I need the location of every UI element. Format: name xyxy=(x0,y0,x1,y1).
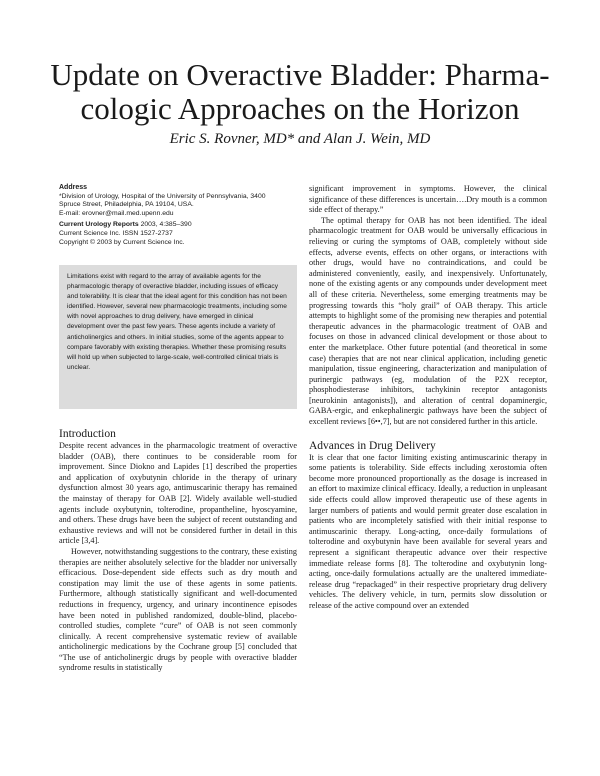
introduction-section xyxy=(59,428,297,674)
authors: Eric S. Rovner, MD* and Alan J. Wein, MD xyxy=(169,131,431,147)
article-title: Update on Overactive Bladder: Pharma-cologic Approaches on the Horizon xyxy=(50,57,550,126)
right-paragraph-3: It is clear that one factor limiting existing antimuscarinic therapy in some patients is tolerability. Side effects including xerostomia often become more pronounced proportionally as the dosage is increased in an effort to maximize clinical efficacy. Ideally, a reduction in unpleasant side effects could allow improved therapeutic use of these agents in larger numbers of patients and would permit greater dose escalation in patients who are incompletely satisfied with their initial response to antimuscarinic therapy. Long-acting, once-daily formulations of tolterodine and oxybutynin have been available for several years and represent a significant therapeutic advance over their respective immediate release forms [8]. The tolterodine and oxybutynin long-acting, once-daily formulations actually are the unaltered immediate-release drug “repackaged” in their respective proprietary drug delivery vehicles. The delivery vehicle, in turn, permits slow dissolution or release of the active compound over an extended xyxy=(309,452,547,610)
address-line: *Division of Urology, Hospital of the University of Pennsylvania, 3400 xyxy=(59,192,266,200)
address-header: Address xyxy=(59,184,88,191)
introduction-heading: Introduction xyxy=(59,428,116,440)
journal-info: 2003, 4:385–390 xyxy=(138,221,192,229)
journal-line xyxy=(59,221,297,230)
address-block xyxy=(59,184,297,247)
copyright-line: Copyright © 2003 by Current Science Inc. xyxy=(59,238,185,246)
issn-line: Current Science Inc. ISSN 1527-2737 xyxy=(59,229,173,237)
email-line: E-mail: erovner@mail.med.upenn.edu xyxy=(59,209,174,217)
drug-delivery-heading: Advances in Drug Delivery xyxy=(309,439,436,452)
right-column xyxy=(309,184,547,612)
right-paragraph-2: The optimal therapy for OAB has not been identified. The ideal pharmacologic treatment for OAB would be universally efficacious in relieving or curing the symptoms of OAB, completely without side effects, adverse events, effects on other organs, or interactions with other drugs, would have no contraindications, and could be administered conveniently, easily, and inexpensively. Unfortunately, none of the existing agents or any compounds under development meet all of these criteria. Nevertheless, some emerging treatments may be progressing towards this “holy grail” of OAB therapy. This article attempts to highlight some of the promising new therapies and potential therapeutic advances in the pharmacologic treatment of OAB and focuses on those in advanced clinical development or those about to enter the marketplace. Other future potential (and theoretical in some case) therapies that are not near clinical application, including genetic manipulation, tissue engineering, characterization and manipulation of purinergic pathways (eg, modulation of the P2X receptor, phosphodiesterase inhibitors, tachykinin receptor antagonists [neurokinin antagonists]), and alteration of central dopaminergic, GABA-ergic, and enkephalinergic pathways have been the subject of excellent reviews [6••,7], but are not considered further in this article. xyxy=(309,215,547,427)
intro-paragraph-1: Despite recent advances in the pharmacologic treatment of overactive bladder (OAB), there continues to be considerable room for improvement. Since Diokno and Lapides [1] described the properties and application of oxybutynin chloride in the therapy of urinary dysfunction almost 30 years ago, antimuscarinic therapy has remained the mainstay of therapy for OAB [2]. Widely available well-studied agents include oxybutynin, tolterodine, propantheline, hyoscyamine, and others. These drugs have been the subject of recent outstanding and exhaustive reviews and will not be considered further in detail in this article [3,4]. xyxy=(59,441,297,546)
intro-paragraph-2: However, notwithstanding suggestions to the contrary, these existing therapies are neither absolutely selective for the bladder nor universally efficacious. Dose-dependent side effects such as dry mouth and constipation may limit the use of these agents in some patients. Furthermore, although statistically significant and well-documented reductions in frequency, urgency, and urinary incontinence episodes have been noted in published randomized, double-blind, placebo-controlled studies, complete “cure” of OAB is not seen commonly clinically. A recent comprehensive systematic review of available anticholinergic medications by the Cochrane group [5] concluded that “The use of anticholinergic drugs by people with overactive bladder syndrome results in statistically xyxy=(59,546,297,673)
address-line: Spruce Street, Philadelphia, PA 19104, USA. xyxy=(59,201,194,209)
abstract-box: Limitations exist with regard to the array of available agents for the pharmacologic therapy of overactive bladder, including issues of efficacy and tolerability. It is clear that the ideal agent for this condition has not been identified. However, several new pharmacologic treatments, including some with novel approaches to drug delivery, have emerged in clinical development over the past few years. These agents include a variety of anticholinergics and others. In initial studies, some of the agents appear to compare favorably with existing therapies. Whether these promising results will hold up when subjected to large-scale, well-controlled clinical trials is unclear. xyxy=(59,265,297,409)
journal-name: Current Urology Reports xyxy=(59,221,139,229)
right-paragraph-1: significant improvement in symptoms. However, the clinical significance of these differences is uncertain….Dry mouth is a common side effect of therapy.” xyxy=(309,184,547,215)
